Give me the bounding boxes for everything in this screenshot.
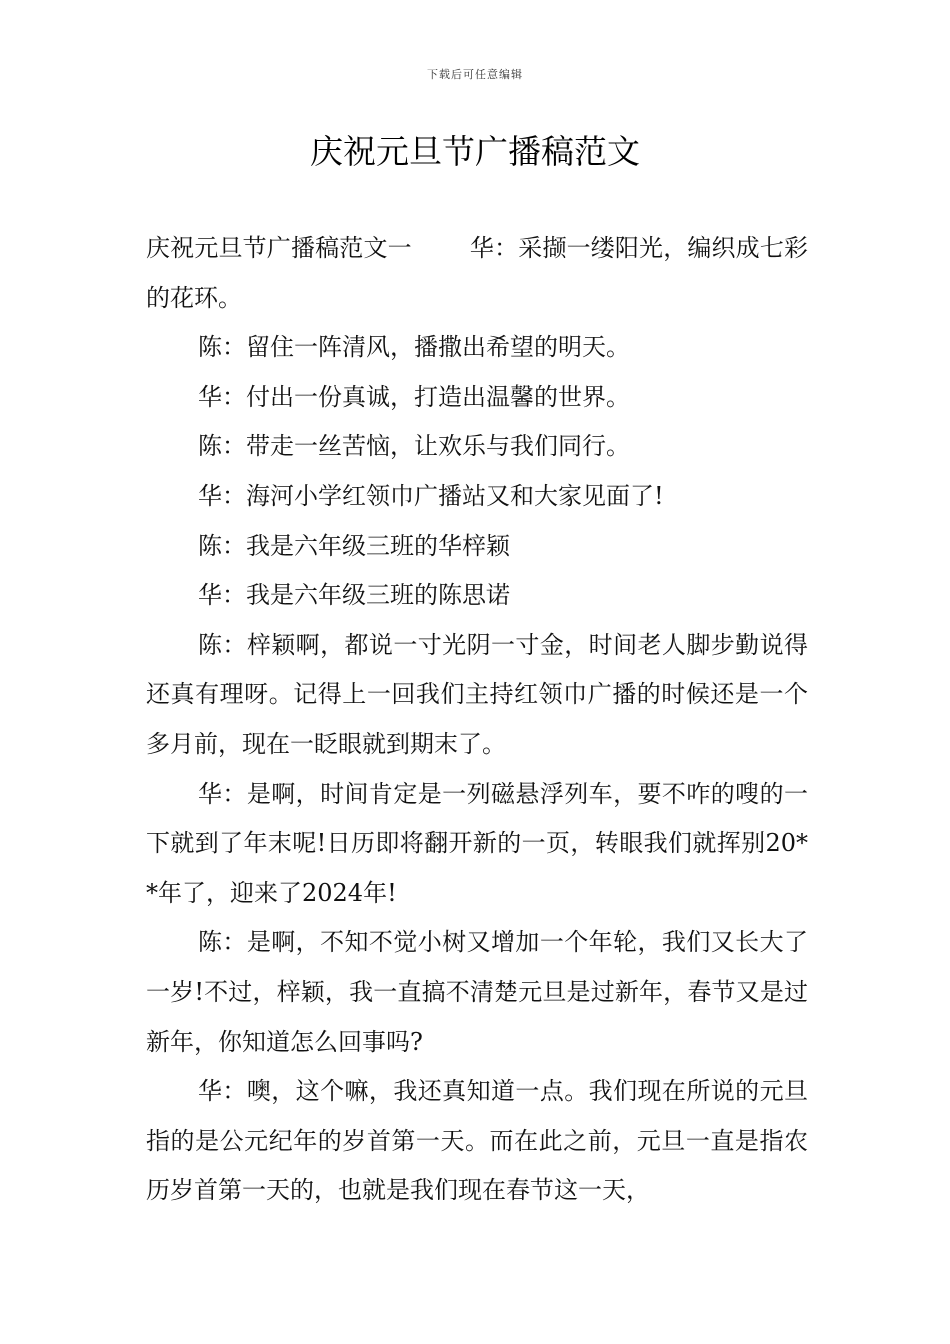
document-body (146, 224, 808, 1216)
dialogue-paragraph: 华：噢，这个嘛，我还真知道一点。我们现在所说的元旦指的是公元纪年的岁首第一天。而在此之前，元旦一直是指农历岁首第一天的，也就是我们现在春节这一天， (146, 1077, 808, 1205)
document-title: 庆祝元旦节广播稿范文 (310, 132, 640, 171)
dialogue-paragraph: 华：我是六年级三班的陈思诺 (198, 581, 510, 610)
dialogue-paragraph: 陈：留住一阵清风，播撒出希望的明天。 (198, 333, 630, 362)
dialogue-paragraph: 华：付出一份真诚，打造出温馨的世界。 (198, 382, 630, 411)
intro-lead: 庆祝元旦节广播稿范文一 (146, 234, 412, 262)
header-note: 下载后可任意编辑 (427, 68, 523, 81)
dialogue-paragraph: 华：是啊，时间肯定是一列磁悬浮列车，要不咋的嗖的一下就到了年末呢!日历即将翻开新的一页，转眼我们就挥别20**年了，迎来了2024年! (146, 779, 808, 907)
intro-paragraph (146, 224, 808, 323)
dialogue-paragraph: 陈：梓颖啊，都说一寸光阴一寸金，时间老人脚步勤说得还真有理呀。记得上一回我们主持红领巾广播的时候还是一个多月前，现在一眨眼就到期末了。 (146, 630, 808, 758)
dialogue-paragraph: 陈：带走一丝苦恼，让欢乐与我们同行。 (198, 432, 630, 461)
intro-text: 华：采撷一缕阳光，编织成七彩的花环。 (146, 234, 809, 312)
dialogue-paragraph: 华：海河小学红领巾广播站又和大家见面了! (198, 481, 664, 510)
dialogue-paragraph: 陈：我是六年级三班的华梓颖 (198, 531, 510, 560)
dialogue-paragraph: 陈：是啊，不知不觉小树又增加一个年轮，我们又长大了一岁!不过，梓颖，我一直搞不清楚元旦是过新年，春节又是过新年，你知道怎么回事吗? (146, 928, 808, 1056)
